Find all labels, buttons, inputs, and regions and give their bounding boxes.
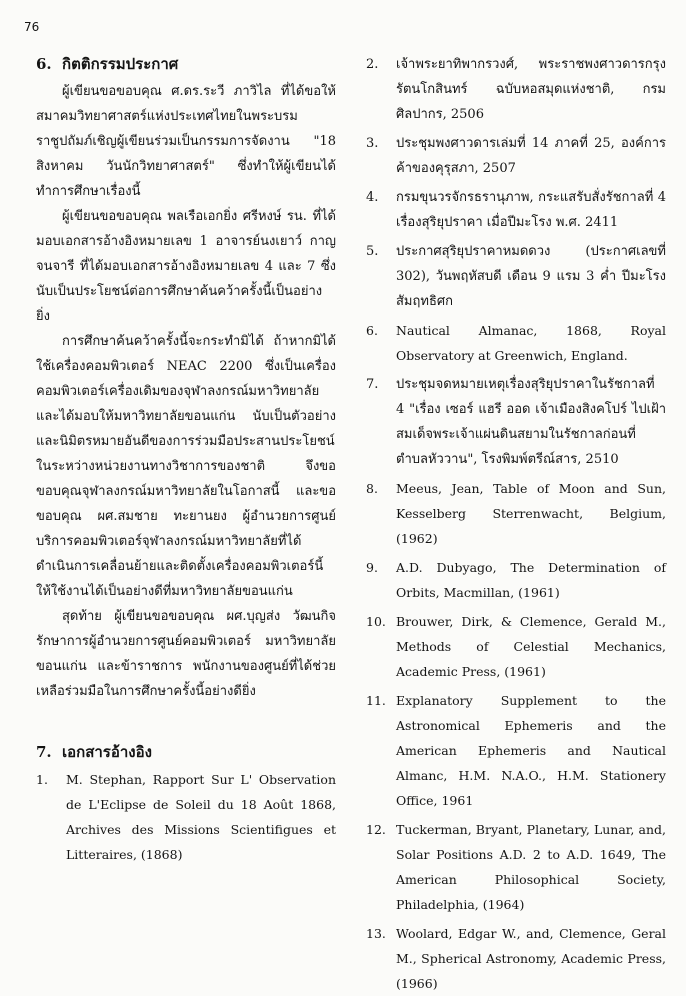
section-7-number: 7. xyxy=(36,743,52,761)
acknowledgement-paragraph-2: ผู้เขียนขอขอบคุณ พลเรือเอกยิ่ง ศรีหงษ์ รน. ที่ได้มอบเอกสารอ้างอิงหมายเลข 1 อาจารย์นงเยาว์ กาญจนจารี ที่ได้มอบเอกสารอ้างอิงหมายเลข 4 และ 7 ซึ่งนับเป็นประโยชน์ต่อการศึกษาค้นคว้าครั้งนี้เป็นอย่างยิ่ง xyxy=(36,209,336,324)
reference-text: Tuckerman, Bryant, Planetary, Lunar, and, Solar Positions A.D. 2 to A.D. 1649, The American Philosophical Society, Philadelphia, (1964) xyxy=(396,822,666,912)
reference-item xyxy=(366,372,666,472)
section-6-number: 6. xyxy=(36,55,52,73)
acknowledgement-paragraph-3: การศึกษาค้นคว้าครั้งนี้จะกระทำมิได้ ถ้าหากมิได้ใช้เครื่องคอมพิวเตอร์ NEAC 2200 ซึ่งเป็นเครื่องคอมพิวเตอร์เครื่องเดิมของจุฬาลงกรณ์มหาวิทยาลัย และได้มอบให้มหาวิทยาลัยขอนแก่น นับเป็นตัวอย่างและนิมิตรหมายอันดีของการร่วมมือประสานประโยชน์ในระหว่างหน่วยงานทางวิชาการของชาติ จึงขอขอบคุณจุฬาลงกรณ์มหาวิทยาลัยในโอกาสนี้ และขอขอบคุณ ผศ.สมชาย ทะยานยง ผู้อำนวยการศูนย์บริการคอมพิวเตอร์จุฬาลงกรณ์มหาวิทยาลัยที่ได้ดำเนินการเคลื่อนย้ายและติดตั้งเครื่องคอมพิวเตอร์นี้ให้ใช้งานได้เป็นอย่างดีที่มหาวิทยาลัยขอนแก่น xyxy=(36,334,336,599)
reference-item xyxy=(366,318,666,368)
reference-number: 13. xyxy=(366,926,386,941)
reference-number: 1. xyxy=(36,772,48,787)
acknowledgement-paragraph-1: ผู้เขียนขอขอบคุณ ศ.ดร.ระวี ภาวิไล ที่ได้ขอให้สมาคมวิทยาศาสตร์แห่งประเทศไทยในพระบรมราชูปถัมภ์เชิญผู้เขียนร่วมเป็นกรรมการจัดงาน "18 สิงหาคม วันนักวิทยาศาสตร์" ซึ่งทำให้ผู้เขียนได้ทำการศึกษาเรื่องนี้ xyxy=(36,84,336,199)
reference-item xyxy=(366,609,666,684)
reference-item xyxy=(366,476,666,551)
reference-number: 3. xyxy=(366,136,379,151)
reference-text: ประชุมจดหมายเหตุเรื่องสุริยุปราคาในรัชกาลที่ 4 "เรื่อง เซอร์ แฮรี ออด เจ้าเมืองสิงคโปร์ ไปเฝ้าสมเด็จพระเจ้าแผ่นดินสยามในรัชกาลก่อนที่ตำบลหัววาน", โรงพิมพ์ตรีณ์สาร, 2510 xyxy=(396,377,666,467)
reference-number: 5. xyxy=(366,244,379,259)
section-7-heading xyxy=(36,740,336,765)
reference-item xyxy=(366,555,666,605)
reference-number: 4. xyxy=(366,190,379,205)
reference-number: 9. xyxy=(366,560,378,575)
reference-text: M. Stephan, Rapport Sur L' Observation de L'Eclipse de Soleil du 18 Août 1868, Archives des Missions Scientifigues et Litteraires, (1868) xyxy=(66,772,336,862)
acknowledgement-paragraph-4: สุดท้าย ผู้เขียนขอขอบคุณ ผศ.บุญส่ง วัฒนกิจรักษาการผู้อำนวยการศูนย์คอมพิวเตอร์ มหาวิทยาลัยขอนแก่น และข้าราชการ พนักงานของศูนย์ที่ได้ช่วยเหลือร่วมมือในการศึกษาครั้งนี้อย่างดียิ่ง xyxy=(36,609,336,699)
reference-text: Brouwer, Dirk, & Clemence, Gerald M., Methods of Celestial Mechanics, Academic Press, (1961) xyxy=(396,614,666,679)
section-7-title: เอกสารอ้างอิง xyxy=(62,743,152,761)
reference-number: 12. xyxy=(366,822,386,837)
reference-text: เจ้าพระยาทิพากรวงศ์, พระราชพงศาวดารกรุงรัตนโกสินทร์ ฉบับหอสมุดแห่งชาติ, กรมศิลปากร, 2506 xyxy=(396,57,666,122)
reference-item xyxy=(36,767,336,867)
reference-text: A.D. Dubyago, The Determination of Orbits, Macmillan, (1961) xyxy=(396,560,666,600)
reference-item xyxy=(366,185,666,235)
reference-text: Nautical Almanac, 1868, Royal Observatory at Greenwich, England. xyxy=(396,323,666,363)
reference-item xyxy=(366,239,666,314)
reference-text: Explanatory Supplement to the Astronomical Ephemeris and the American Ephemeris and Nautical Almanc, H.M. N.A.O., H.M. Stationery Office, 1961 xyxy=(396,693,666,808)
reference-text: กรมขุนวรจักรธรานุภาพ, กระแสรับสั่งรัชกาลที่ 4 เรื่องสุริยุปราคา เมื่อปีมะโรง พ.ศ. 2411 xyxy=(396,190,666,230)
reference-number: 6. xyxy=(366,323,378,338)
section-6-title: กิตติกรรมประกาศ xyxy=(62,55,179,73)
reference-item xyxy=(366,921,666,996)
reference-number: 8. xyxy=(366,481,378,496)
right-column xyxy=(366,52,666,996)
reference-item xyxy=(366,688,666,813)
reference-number: 2. xyxy=(366,57,379,72)
reference-item xyxy=(366,817,666,917)
left-column xyxy=(36,52,336,867)
reference-text: Woolard, Edgar W., and, Clemence, Geral M., Spherical Astronomy, Academic Press, (1966) xyxy=(396,926,666,991)
reference-text: ประกาศสุริยุปราคาหมดดวง (ประกาศเลขที่ 302), วันพฤหัสบดี เดือน 9 แรม 3 ค่ำ ปีมะโรง สัมฤทธิศก xyxy=(396,244,666,309)
reference-number: 7. xyxy=(366,377,379,392)
page-number: 76 xyxy=(24,20,40,34)
section-6-heading xyxy=(36,52,336,77)
reference-text: ประชุมพงศาวดารเล่มที่ 14 ภาคที่ 25, องค์การค้าของคุรุสภา, 2507 xyxy=(396,136,666,176)
reference-item xyxy=(366,131,666,181)
reference-text: Meeus, Jean, Table of Moon and Sun, Kesselberg Sterrenwacht, Belgium, (1962) xyxy=(396,481,666,546)
reference-item xyxy=(366,52,666,127)
reference-number: 10. xyxy=(366,614,386,629)
reference-number: 11. xyxy=(366,693,386,708)
